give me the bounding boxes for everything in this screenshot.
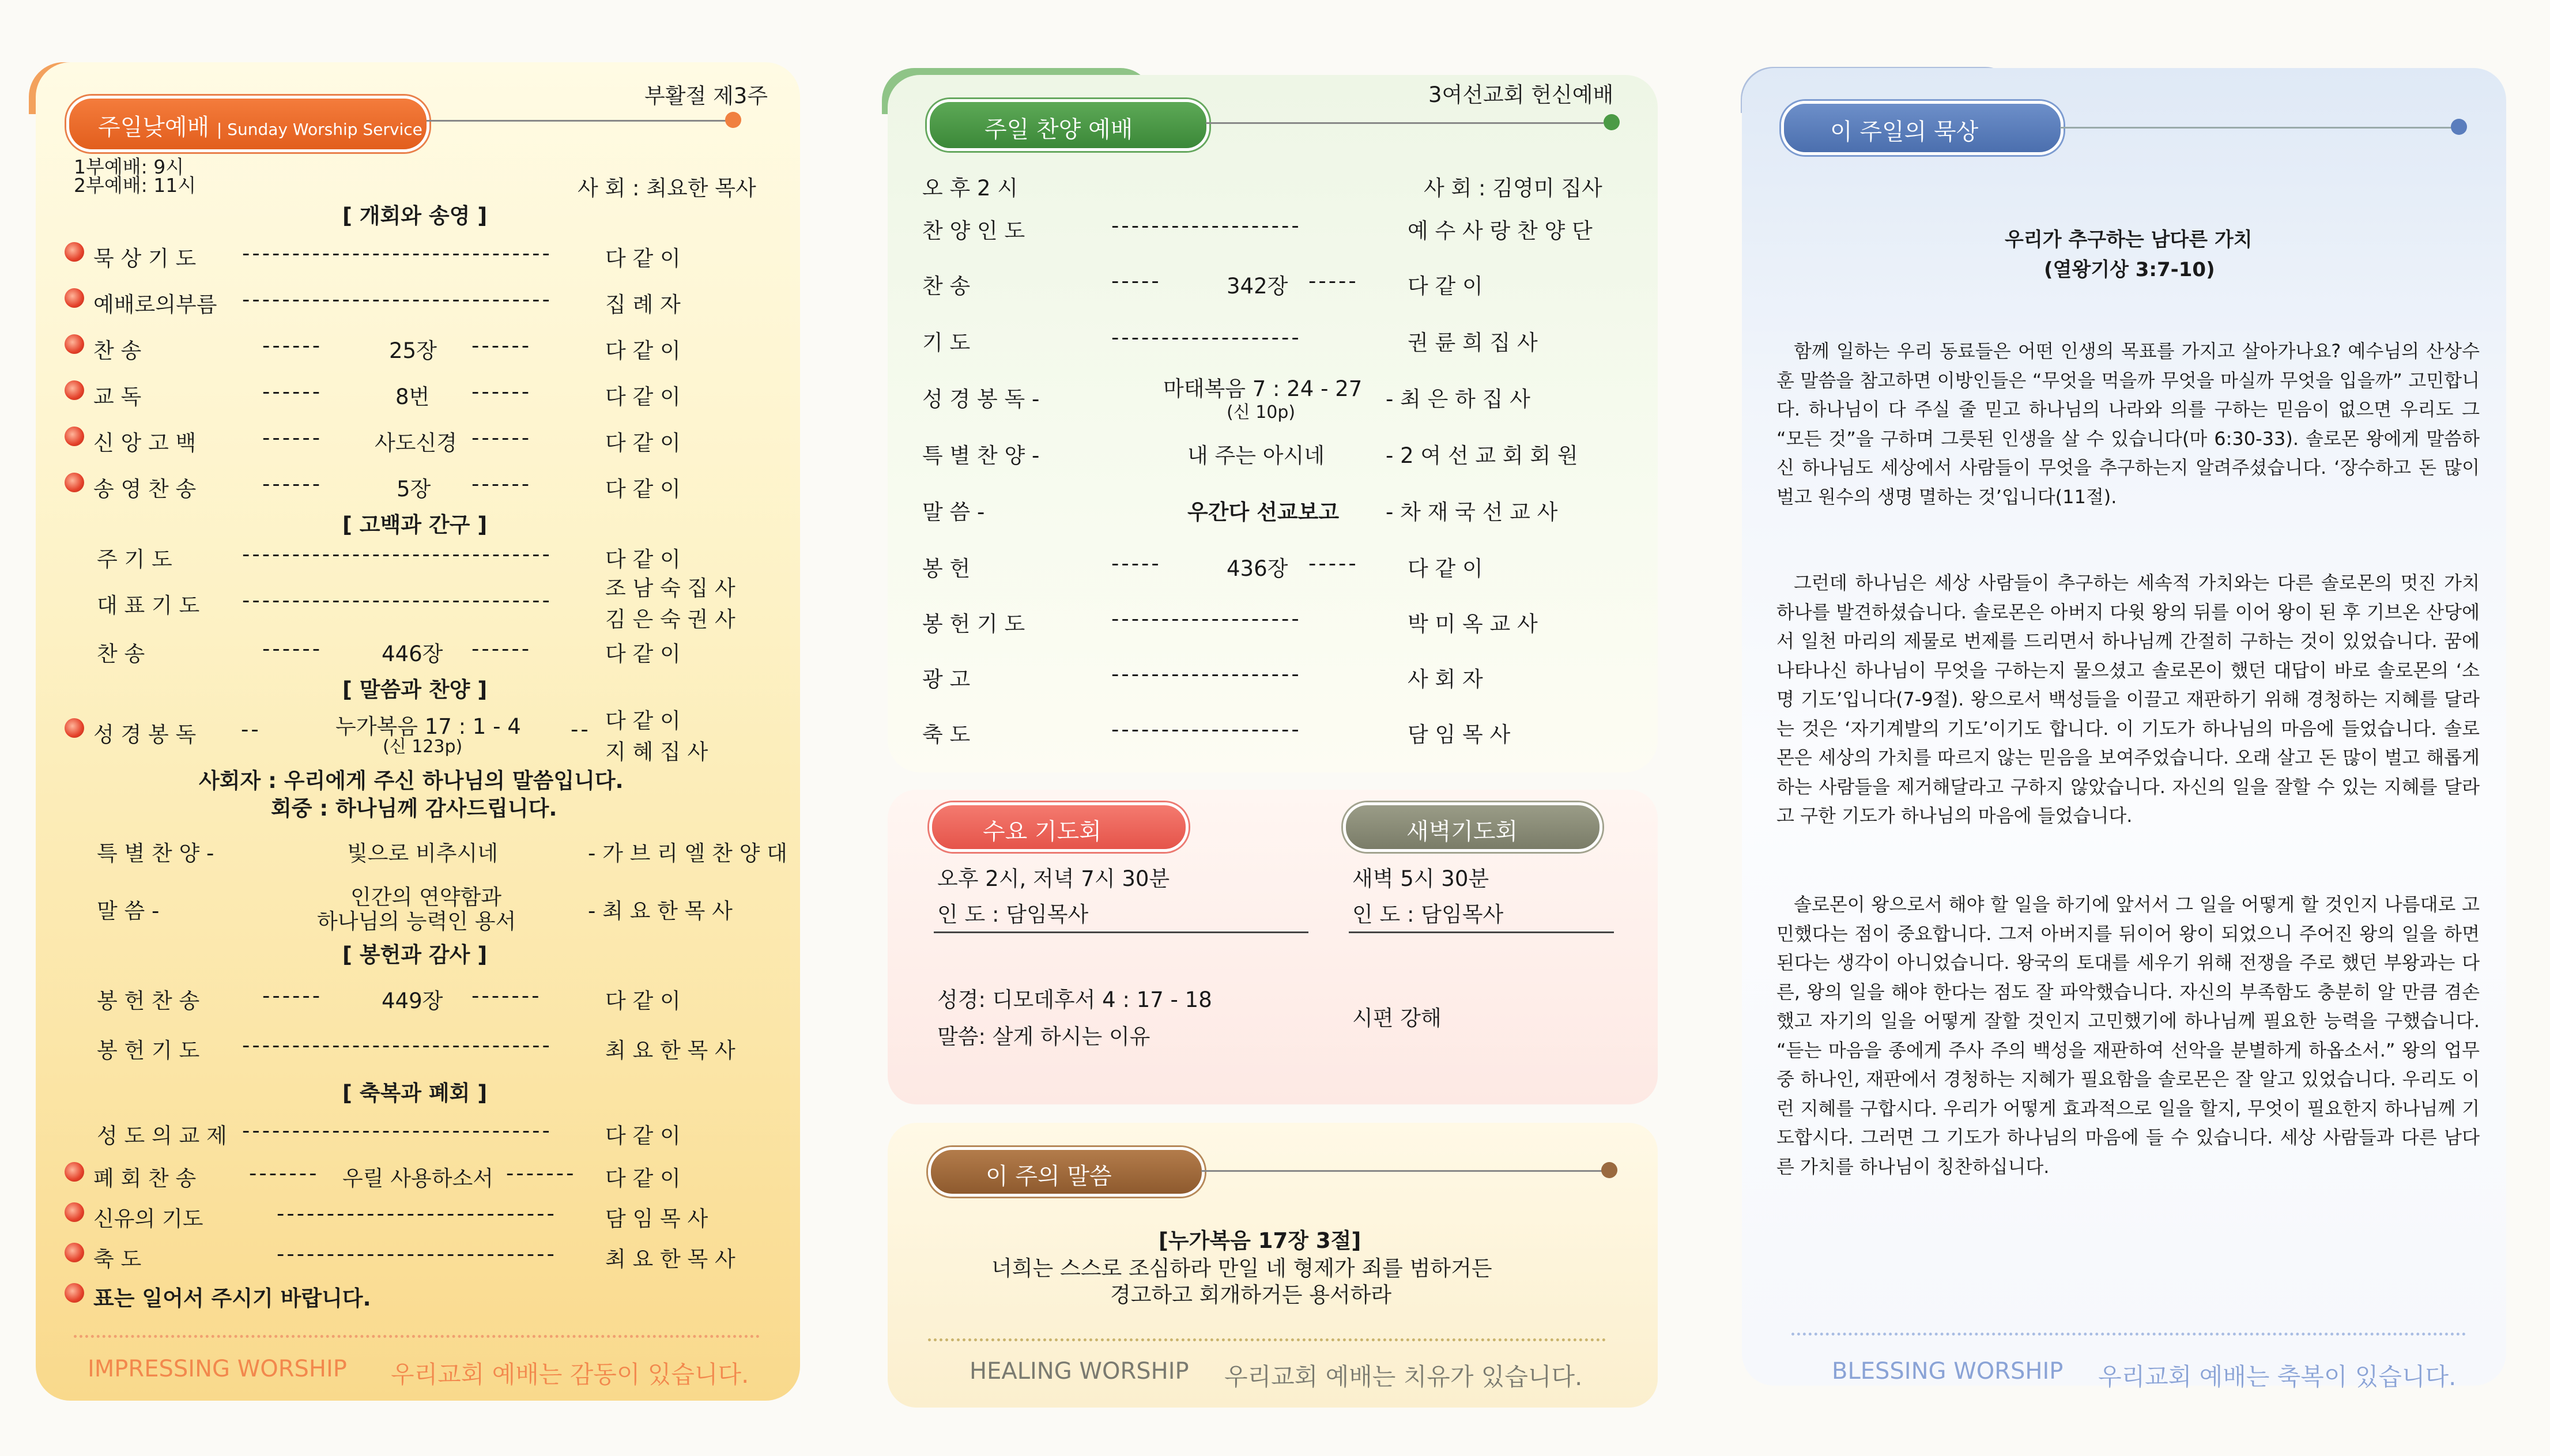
order-label: 신 앙 고 백 [93,431,197,455]
order-label: 교 독 [93,384,142,409]
order-leader: 다 같 이 [605,989,681,1013]
standing-icon [65,427,84,446]
order-leader: - 최 요 한 목 사 [588,899,733,923]
standing-icon [65,1243,84,1262]
service-time-2: 2부예배: 11시 [74,174,197,197]
order-leader: 지 혜 집 사 [605,740,708,764]
responsive-reading-congregation: 회중 : 하나님께 감사드립니다. [271,796,557,821]
dawn-sermon: 시편 강해 [1352,1006,1442,1031]
dawn-prayer-header: 새벽기도회 [1343,802,1602,852]
leader-dashes: ----- [1111,269,1161,293]
scripture-reference: 누가복음 17 : 1 - 4 [335,714,521,739]
service-time: 오 후 2 시 [922,176,1019,201]
scripture-reference: 마태복음 7 : 24 - 27 [1163,376,1363,401]
order-label: 봉 헌 기 도 [922,612,1025,636]
order-item: 25장 [389,338,437,363]
order-label: 특 별 찬 양 - [97,841,214,866]
meditation-header: 이 주일의 묵상 [1781,101,2064,155]
order-label: 예배로의부름 [93,292,217,317]
order-label: 묵 상 기 도 [93,246,197,271]
footer-english: HEALING WORSHIP [970,1358,1189,1385]
dawn-leader: 인 도 : 담임목사 [1352,902,1504,927]
scripture-page: (신 10p) [1227,402,1296,423]
order-label: 성 경 봉 독 [93,722,197,747]
footer-divider [74,1335,760,1338]
presider: 사 회 : 최요한 목사 [578,176,756,201]
order-leader: 예 수 사 랑 찬 양 단 [1408,218,1593,243]
order-leader: - 가 브 리 엘 찬 양 대 [588,841,787,866]
leader-dashes: ------------------- [1111,606,1302,631]
leader-dashes: ------------------- [1111,325,1302,350]
week-label: 부활절 제3주 [644,84,768,108]
order-leader: 담 임 목 사 [605,1206,708,1231]
order-label: 찬 양 인 도 [922,218,1025,243]
leader-dashes: -- [571,717,591,742]
header-rule [1201,1170,1605,1172]
order-label: 말 씀 - [97,899,160,923]
order-label: 광 고 [922,667,971,692]
header-rule [1206,122,1604,124]
order-item: 342장 [1227,274,1288,299]
leader-dashes: ------ [471,425,532,450]
order-label: 특 별 찬 양 - [922,443,1040,468]
leader-dashes: -- [241,717,261,742]
wednesday-scripture: 성경: 디모데후서 4 : 17 - 18 [937,987,1212,1012]
header-dot [1604,114,1620,130]
order-label: 봉 헌 찬 송 [97,989,200,1013]
leader-dashes: ------------------- [1111,662,1302,686]
meditation-scripture: (열왕기상 3:7-10) [2044,258,2215,281]
wednesday-sermon: 말씀: 살게 하시는 이유 [937,1024,1150,1049]
order-label: 기 도 [922,330,971,355]
order-item: 436장 [1227,556,1288,581]
order-leader: 담 임 목 사 [1408,722,1511,747]
order-item: 우간다 선교보고 [1187,500,1340,525]
order-leader: 권 륜 희 집 사 [1408,330,1538,355]
leader-dashes: ------ [262,379,323,404]
order-leader: 다 같 이 [605,246,681,271]
standing-icon [65,288,84,308]
standing-icon [65,242,84,262]
sunday-praise-header: 주일 찬양 예배 [927,99,1209,151]
order-leader: 조 남 숙 집 사 [605,576,735,601]
order-label: 찬 송 [93,338,142,363]
service-time-1: 1부예배: 9시 [74,156,184,178]
order-item: 449장 [382,989,443,1013]
sermon-title: 인간의 연약함과 [350,885,501,910]
header-rule [427,120,732,122]
order-label: 찬 송 [922,274,971,299]
leader-dashes: ------ [471,471,532,496]
order-item: 내 주는 아시네 [1187,443,1325,468]
order-leader: 다 같 이 [605,1123,681,1148]
verse-header: 이 주의 말씀 [928,1147,1205,1197]
header-dot [725,112,741,128]
wednesday-divider [934,931,1308,933]
order-leader: 최 요 한 목 사 [605,1247,735,1272]
leader-dashes: ----- [1308,269,1359,293]
order-label: 대 표 기 도 [97,593,200,618]
order-leader: 다 같 이 [605,384,681,409]
leader-dashes: ------ [471,379,532,404]
order-leader: 박 미 옥 교 사 [1408,612,1538,636]
order-label: 신유의 기도 [93,1206,203,1231]
order-leader: 다 같 이 [605,708,681,733]
leader-dashes: ------ [262,471,323,496]
order-label: 송 영 찬 송 [93,477,197,501]
order-leader: 김 은 숙 권 사 [605,607,735,632]
sunday-worship-header: 주일낮예배 | Sunday Worship Service [66,96,429,152]
sermon-title: 하나님의 능력인 용서 [317,909,516,934]
order-item: 빛으로 비추시네 [347,841,498,866]
standing-icon [65,718,84,738]
leader-dashes: ------ [471,333,532,358]
verse-text-line-1: 너희는 스스로 조심하라 만일 네 형제가 죄를 범하거든 [991,1256,1492,1281]
order-label: 성 도 의 교 제 [97,1123,227,1148]
leader-dashes: ------------------------------- [242,588,552,613]
order-label: 말 씀 - [922,500,985,525]
leader-dashes: ------- [506,1161,576,1186]
leader-dashes: ------------------------------- [242,287,552,312]
leader-dashes: ----- [1111,551,1161,576]
leader-dashes: ---------------------------- [277,1201,557,1226]
order-leader: 다 같 이 [605,1166,681,1191]
leader-dashes: ------------------------------- [242,1033,552,1058]
scripture-page: (신 123p) [383,737,463,757]
order-label: 찬 송 [97,642,145,666]
wednesday-time: 오후 2시, 저녁 7시 30분 [937,866,1170,891]
order-leader: 다 같 이 [605,477,681,501]
order-item: 사도신경 [375,431,457,455]
leader-dashes: ------ [262,425,323,450]
wednesday-prayer-header: 수요 기도회 [929,802,1189,852]
order-leader: 다 같 이 [605,431,681,455]
order-label: 축 도 [93,1247,142,1272]
verse-reference: [누가복음 17장 3절] [1159,1228,1361,1253]
leader-dashes: ------- [471,983,542,1008]
leader-dashes: ------ [262,333,323,358]
order-leader: - 차 재 국 선 교 사 [1386,500,1558,525]
order-item: 446장 [382,642,443,666]
footer-korean: 우리교회 예배는 감동이 있습니다. [391,1360,749,1389]
leader-dashes: ------- [249,1161,319,1186]
order-label: 폐 회 찬 송 [93,1166,197,1191]
order-label: 주 기 도 [97,547,172,572]
footer-korean: 우리교회 예배는 축복이 있습니다. [2098,1363,2457,1391]
presider: 사 회 : 김영미 집사 [1424,176,1602,201]
standing-note: 표는 일어서 주시기 바랍니다. [93,1286,371,1311]
order-leader: 다 같 이 [605,547,681,572]
order-leader: 다 같 이 [605,642,681,666]
leader-dashes: ------ [262,636,323,661]
section-word: [ 말씀과 찬양 ] [342,677,488,702]
wednesday-leader: 인 도 : 담임목사 [937,902,1089,927]
meditation-paragraph-1: 함께 일하는 우리 동료들은 어떤 인생의 목표를 가지고 살아가나요? 예수님의 산상수훈 말씀을 참고하면 이방인들은 “무엇을 먹을까 무엇을 마실까 무엇을 입을까” 고민합니다. 하나님이 다 주실 줄 믿고 하나님의 나라와 의를 구하는 믿음이 없으면 우리도 그 “모든 것”을 구하며 그릇된 인생을 살 수 있습니다(마 6:30-33). 솔로몬 왕에게 말씀하신 하나님도 세상에서 사람들이 무엇을 추구하는지 알려주셨습니다. ‘장수하고 돈 많이 벌고 원수의 생명 멸하는 것’입니다(11절). [1776,340,2480,508]
leader-dashes: ------------------------------- [242,1118,552,1143]
section-benediction: [ 축복과 폐회 ] [342,1081,488,1106]
meditation-paragraph-3: 솔로몬이 왕으로서 해야 할 일을 하기에 앞서서 그 일을 어떻게 할 것인지 나름대로 고민했다는 점이 중요합니다. 그저 아버지를 뒤이어 왕이 되었으니 주어진 왕의 일을 하면 된다는 생각이 아니었습니다. 왕국의 토대를 세우기 위해 전쟁을 주로 했던 부왕과는 다른, 왕의 일을 해야 한다는 점도 잘 파악했습니다. 자신의 부족함도 충분히 알 만큼 겸손했고 자기의 일을 어떻게 잘할 것인지 고민했기에 하나님께 필요한 능력을 구했습니다. “듣는 마음을 종에게 주사 주의 백성을 재판하여 선악을 분별하게 하옵소서.” 왕의 업무 중 하나인, 재판에서 경청하는 지혜가 필요함을 솔로몬은 잘 알고 있었습니다. 우리도 이런 지혜를 구합시다. 우리가 어떻게 효과적으로 일을 할지, 무엇이 필요한지 하나님께 기도합시다. 그러면 그 기도가 하나님의 마음에 들 수 있습니다. 세상 사람들과 다른 남다른 가치를 하나님이 칭찬하십니다. [1776,893,2480,1178]
service-note: 3여선교회 헌신예배 [1428,82,1614,107]
leader-dashes: ------------------- [1111,717,1302,742]
standing-icon [65,334,84,354]
meditation-paragraph-2: 그런데 하나님은 세상 사람들이 추구하는 세속적 가치와는 다른 솔로몬의 멋진 가치 하나를 발견하셨습니다. 솔로몬은 아버지 다윗 왕의 뒤를 이어 왕이 된 후 기브온 산당에서 일천 마리의 제물로 번제를 드리면서 하나님께 간절히 구하는 것이 있었습니다. 꿈에 나타나신 하나님이 무엇을 구하는지 물으셨고 솔로몬이 했던 대답이 바로 솔로몬의 ‘소명 기도’입니다(7-9절). 왕으로서 백성들을 이끌고 재판하기 위해 경청하는 지혜를 달라는 것은 ‘자기계발의 기도’이기도 합니다. 이 기도가 하나님의 마음에 들었습니다. 솔로몬은 세상의 가치를 따르지 않는 믿음을 보여주었습니다. 오래 살고 돈 많이 벌고 해롭게 하는 사람들을 제거해달라고 구하지 않았습니다. 자신의 일을 잘할 수 있는 지혜를 달라고 구한 기도가 하나님의 마음에 들었습니다. [1776,572,2480,827]
standing-icon [65,380,84,400]
standing-icon [65,1162,84,1182]
order-leader: - 2 여 선 교 회 회 원 [1386,443,1578,468]
dawn-divider [1349,931,1614,933]
order-label: 봉 헌 기 도 [97,1038,200,1063]
order-leader: 다 같 이 [605,338,681,363]
order-leader: - 최 은 하 집 사 [1386,387,1530,412]
section-offering: [ 봉헌과 감사 ] [342,942,488,967]
footer-english: BLESSING WORSHIP [1832,1358,2064,1385]
order-label: 축 도 [922,722,971,747]
header-dot [1601,1162,1617,1178]
order-leader: 다 같 이 [1408,556,1483,581]
section-opening: [ 개회와 송영 ] [342,203,488,228]
header-rule [2060,127,2458,129]
order-leader: 집 례 자 [605,292,681,317]
order-leader: 최 요 한 목 사 [605,1038,735,1063]
leader-dashes: ------ [471,636,532,661]
order-item: 8번 [395,384,430,409]
leader-dashes: ------ [262,983,323,1008]
footer-divider [928,1338,1606,1341]
order-item: 5장 [397,477,431,501]
leader-dashes: ---------------------------- [277,1242,557,1266]
header-dot [2451,119,2467,135]
footer-divider [1791,1333,2466,1336]
dawn-time: 새벽 5시 30분 [1352,866,1489,891]
footer-korean: 우리교회 예배는 치유가 있습니다. [1224,1363,1583,1391]
meditation-title: 우리가 추구하는 남다른 가치 [2005,228,2253,251]
responsive-reading-leader: 사회자 : 우리에게 주신 하나님의 말씀입니다. [199,768,624,793]
standing-icon [65,1202,84,1222]
section-confession: [ 고백과 간구 ] [342,512,488,537]
footer-english: IMPRESSING WORSHIP [88,1356,347,1382]
standing-icon [65,1283,84,1303]
leader-dashes: ------------------------------- [242,241,552,266]
leader-dashes: ------------------------------- [242,542,552,567]
order-leader: 다 같 이 [1408,274,1483,299]
standing-icon [65,473,84,492]
verse-text-line-2: 경고하고 회개하거든 용서하라 [1110,1283,1392,1307]
order-label: 성 경 봉 독 - [922,387,1040,412]
leader-dashes: ------------------- [1111,213,1302,238]
order-leader: 사 회 자 [1408,667,1483,692]
order-item: 우릴 사용하소서 [342,1166,493,1191]
leader-dashes: ----- [1308,551,1359,576]
order-label: 봉 헌 [922,556,971,581]
